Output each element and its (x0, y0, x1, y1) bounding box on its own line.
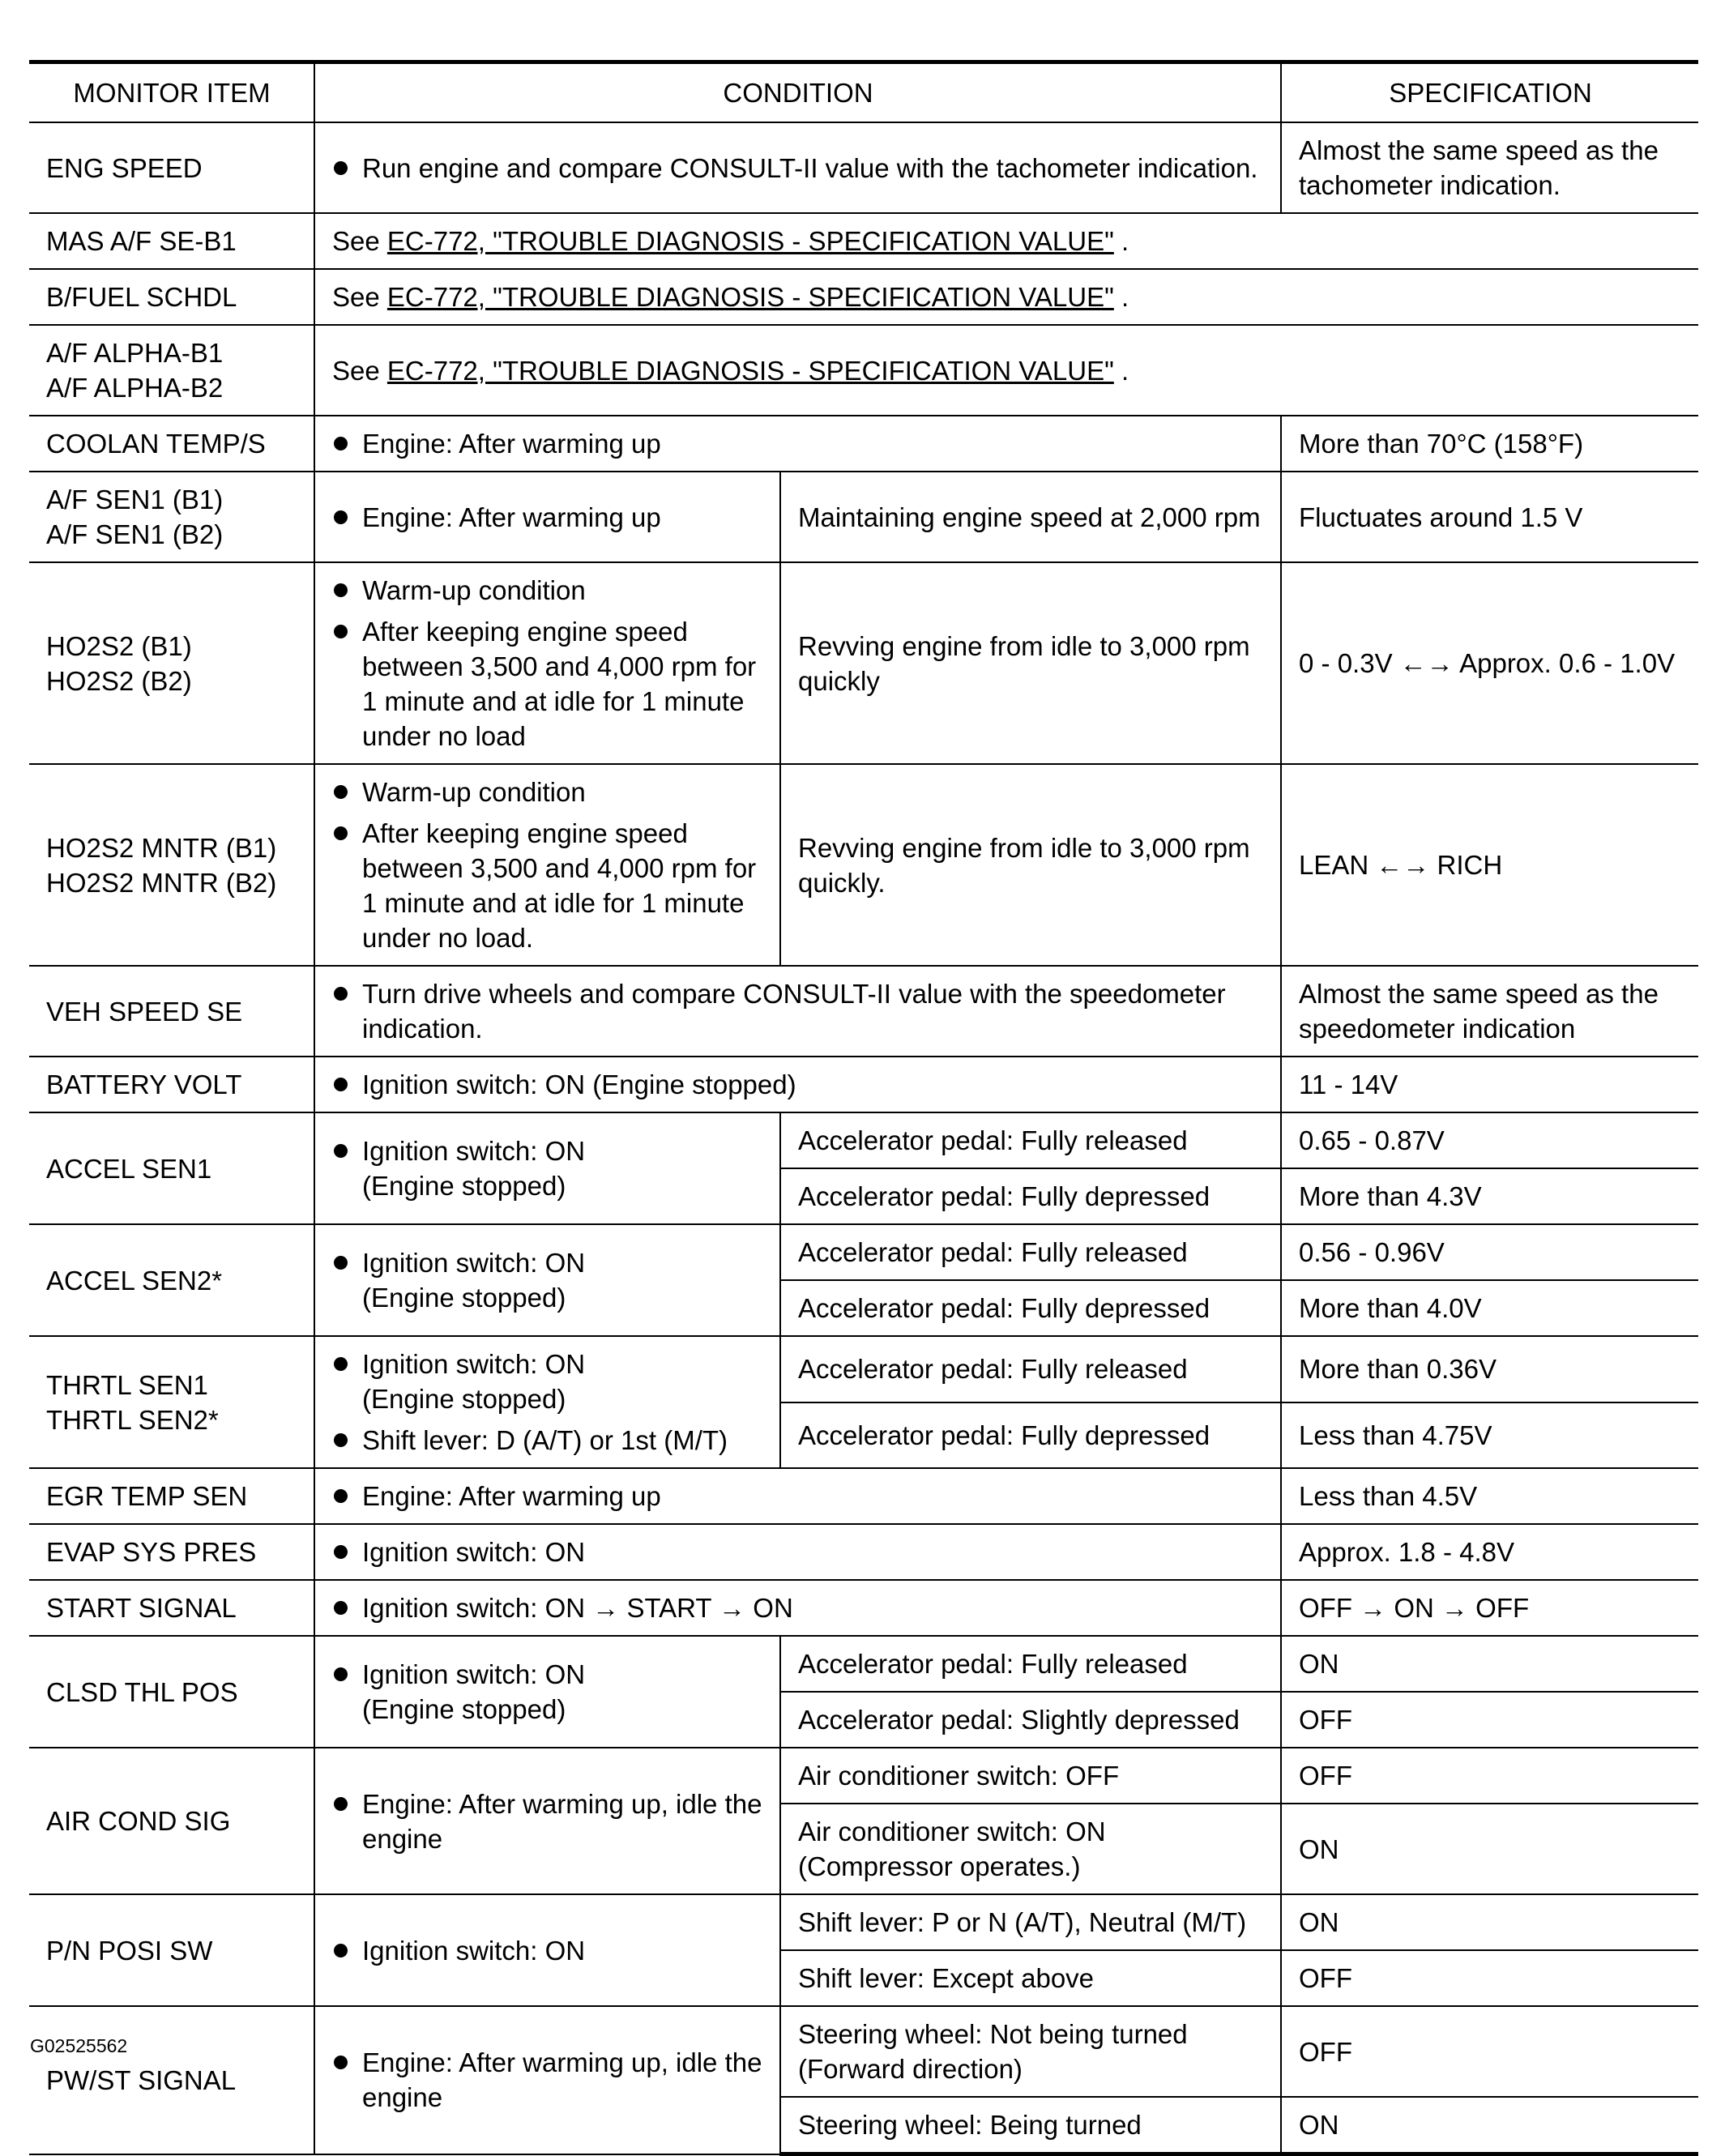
condition-cell: Ignition switch: ON (Engine stopped) (314, 1112, 780, 1224)
specification-cell: Fluctuates around 1.5 V (1281, 472, 1698, 562)
sub-condition-cell: Steering wheel: Not being turned (Forward direction) (780, 2006, 1281, 2097)
monitor-item: P/N POSI SW (29, 1894, 314, 2006)
sub-condition-cell: Revving engine from idle to 3,000 rpm quickly (780, 562, 1281, 764)
monitor-spec-table (29, 60, 1698, 2156)
sub-condition-cell: Air conditioner switch: ON (Compressor operates.) (780, 1804, 1281, 1894)
header-monitor-item: MONITOR ITEM (29, 62, 314, 123)
table-row (29, 1336, 1698, 1402)
table-row (29, 269, 1698, 325)
monitor-item: BATTERY VOLT (29, 1057, 314, 1112)
monitor-item: A/F SEN1 (B1) A/F SEN1 (B2) (29, 472, 314, 562)
monitor-item: CLSD THL POS (29, 1636, 314, 1748)
specification-cell: OFF (1281, 1692, 1698, 1748)
see-reference-cell: See EC-772, "TROUBLE DIAGNOSIS - SPECIFICATION VALUE" . (314, 325, 1698, 416)
specification-cell: More than 0.36V (1281, 1336, 1698, 1402)
condition-cell: Engine: After warming up, idle the engine (314, 1748, 780, 1894)
monitor-item: ACCEL SEN1 (29, 1112, 314, 1224)
condition-cell: Engine: After warming up, idle the engine (314, 2006, 780, 2154)
specification-cell: Almost the same speed as the tachometer indication. (1281, 122, 1698, 213)
sub-condition-cell: Accelerator pedal: Fully depressed (780, 1168, 1281, 1224)
monitor-item: EGR TEMP SEN (29, 1468, 314, 1524)
sub-condition-cell: Accelerator pedal: Fully depressed (780, 1402, 1281, 1469)
condition-cell: Ignition switch: ON (314, 1524, 1281, 1580)
table-row (29, 966, 1698, 1057)
condition-cell: Warm-up condition After keeping engine speed between 3,500 and 4,000 rpm for 1 minute and at idle for 1 minute under no load. (314, 764, 780, 966)
monitor-item: START SIGNAL (29, 1580, 314, 1636)
condition-cell: Ignition switch: ON (314, 1894, 780, 2006)
sub-condition-cell: Accelerator pedal: Fully released (780, 1224, 1281, 1280)
table-row (29, 1636, 1698, 1692)
condition-cell: Ignition switch: ON (Engine stopped) (314, 1636, 780, 1748)
table-row (29, 1057, 1698, 1112)
specification-cell: LEAN ←→ RICH (1281, 764, 1698, 966)
condition-cell: Engine: After warming up (314, 1468, 1281, 1524)
table-row (29, 764, 1698, 966)
condition-cell: Engine: After warming up (314, 472, 780, 562)
header-specification: SPECIFICATION (1281, 62, 1698, 123)
condition-bullet: Run engine and compare CONSULT-II value with the tachometer indication. (332, 151, 1264, 186)
specification-cell: More than 70°C (158°F) (1281, 416, 1698, 472)
figure-id: G02525562 (30, 2035, 128, 2056)
condition-cell: Warm-up condition After keeping engine speed between 3,500 and 4,000 rpm for 1 minute and at idle for 1 minute under no load (314, 562, 780, 764)
specification-cell: 0 - 0.3V ←→ Approx. 0.6 - 1.0V (1281, 562, 1698, 764)
monitor-item: HO2S2 (B1) HO2S2 (B2) (29, 562, 314, 764)
specification-cell: 0.65 - 0.87V (1281, 1112, 1698, 1168)
specification-cell: OFF → ON → OFF (1281, 1580, 1698, 1636)
table-row (29, 325, 1698, 416)
sub-condition-cell: Shift lever: P or N (A/T), Neutral (M/T) (780, 1894, 1281, 1950)
condition-cell: Engine: After warming up (314, 416, 1281, 472)
specification-cell: More than 4.0V (1281, 1280, 1698, 1336)
condition-cell: Turn drive wheels and compare CONSULT-II value with the speedometer indication. (314, 966, 1281, 1057)
monitor-item: MAS A/F SE-B1 (29, 213, 314, 269)
condition-cell: Ignition switch: ON → START → ON (314, 1580, 1281, 1636)
sub-condition-cell: Accelerator pedal: Fully released (780, 1636, 1281, 1692)
sub-condition-cell: Accelerator pedal: Slightly depressed (780, 1692, 1281, 1748)
sub-condition-cell: Accelerator pedal: Fully released (780, 1336, 1281, 1402)
specification-cell: ON (1281, 1804, 1698, 1894)
sub-condition-cell: Maintaining engine speed at 2,000 rpm (780, 472, 1281, 562)
monitor-item: EVAP SYS PRES (29, 1524, 314, 1580)
specification-cell: Less than 4.5V (1281, 1468, 1698, 1524)
sub-condition-cell: Revving engine from idle to 3,000 rpm quickly. (780, 764, 1281, 966)
specification-cell: 0.56 - 0.96V (1281, 1224, 1698, 1280)
monitor-item: COOLAN TEMP/S (29, 416, 314, 472)
monitor-item: THRTL SEN1 THRTL SEN2* (29, 1336, 314, 1468)
specification-cell: OFF (1281, 1950, 1698, 2006)
specification-cell: OFF (1281, 1748, 1698, 1804)
reference-link[interactable]: EC-772, "TROUBLE DIAGNOSIS - SPECIFICATION VALUE" (386, 282, 1114, 312)
table-row (29, 1224, 1698, 1280)
specification-cell: Approx. 1.8 - 4.8V (1281, 1524, 1698, 1580)
reference-link[interactable]: EC-772, "TROUBLE DIAGNOSIS - SPECIFICATION VALUE" (386, 355, 1114, 386)
table-row (29, 1580, 1698, 1636)
monitor-item: A/F ALPHA-B1 A/F ALPHA-B2 (29, 325, 314, 416)
monitor-item: PW/ST SIGNAL (29, 2006, 314, 2154)
specification-cell: 11 - 14V (1281, 1057, 1698, 1112)
monitor-item: ENG SPEED (29, 122, 314, 213)
specification-cell: ON (1281, 2097, 1698, 2154)
specification-cell: ON (1281, 1894, 1698, 1950)
condition-cell: Ignition switch: ON (Engine stopped) (314, 1224, 780, 1336)
table-row (29, 416, 1698, 472)
table-row (29, 2006, 1698, 2097)
monitor-item: B/FUEL SCHDL (29, 269, 314, 325)
table-row (29, 122, 1698, 213)
condition-cell (314, 122, 1281, 213)
condition-cell: Ignition switch: ON (Engine stopped) (314, 1057, 1281, 1112)
table-row (29, 213, 1698, 269)
monitor-item: HO2S2 MNTR (B1) HO2S2 MNTR (B2) (29, 764, 314, 966)
sub-condition-cell: Air conditioner switch: OFF (780, 1748, 1281, 1804)
table-row (29, 1112, 1698, 1168)
condition-cell: Ignition switch: ON (Engine stopped) Shift lever: D (A/T) or 1st (M/T) (314, 1336, 780, 1468)
table-row (29, 1748, 1698, 1804)
specification-cell: Less than 4.75V (1281, 1402, 1698, 1469)
monitor-item: AIR COND SIG (29, 1748, 314, 1894)
header-condition: CONDITION (314, 62, 1281, 123)
specification-cell: OFF (1281, 2006, 1698, 2097)
monitor-item: ACCEL SEN2* (29, 1224, 314, 1336)
specification-cell: Almost the same speed as the speedometer indication (1281, 966, 1698, 1057)
sub-condition-cell: Accelerator pedal: Fully depressed (780, 1280, 1281, 1336)
see-reference-cell: See EC-772, "TROUBLE DIAGNOSIS - SPECIFICATION VALUE" . (314, 213, 1698, 269)
sub-condition-cell: Accelerator pedal: Fully released (780, 1112, 1281, 1168)
header-row (29, 62, 1698, 123)
specification-cell: More than 4.3V (1281, 1168, 1698, 1224)
table-row (29, 1894, 1698, 1950)
sub-condition-cell: Shift lever: Except above (780, 1950, 1281, 2006)
monitor-item: VEH SPEED SE (29, 966, 314, 1057)
sub-condition-cell: Steering wheel: Being turned (780, 2097, 1281, 2154)
see-reference-cell: See EC-772, "TROUBLE DIAGNOSIS - SPECIFICATION VALUE" . (314, 269, 1698, 325)
table-row (29, 1524, 1698, 1580)
table-row (29, 472, 1698, 562)
table-row (29, 562, 1698, 764)
reference-link[interactable]: EC-772, "TROUBLE DIAGNOSIS - SPECIFICATION VALUE" (386, 226, 1114, 256)
specification-cell: ON (1281, 1636, 1698, 1692)
table-row (29, 1468, 1698, 1524)
